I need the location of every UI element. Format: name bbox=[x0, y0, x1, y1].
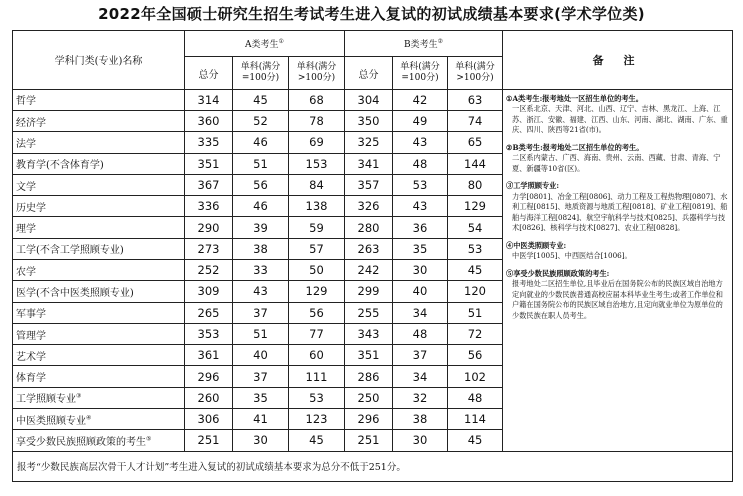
note-item bbox=[506, 94, 729, 136]
a-total-score: 252 bbox=[185, 260, 233, 281]
a-single-low-score: 52 bbox=[233, 111, 289, 132]
a-single-low-score: 51 bbox=[233, 153, 289, 174]
subject-name: 理学 bbox=[13, 217, 185, 238]
b-single-high-score: 120 bbox=[448, 281, 503, 302]
b-single-high-score: 65 bbox=[448, 132, 503, 153]
b-single-high-score: 45 bbox=[448, 430, 503, 451]
score-requirements-table bbox=[12, 30, 733, 482]
a-single-high-score: 60 bbox=[289, 345, 345, 366]
b-single-high-score: 144 bbox=[448, 153, 503, 174]
b-total-score: 304 bbox=[345, 89, 393, 110]
b-single-low-score: 40 bbox=[393, 281, 448, 302]
b-single-low-score: 36 bbox=[393, 217, 448, 238]
note-title: ④中医类照顾专业: bbox=[506, 240, 567, 250]
footer-note: 报考“少数民族高层次骨干人才计划”考生进入复试的初试成绩基本要求为总分不低于251分。 bbox=[13, 451, 733, 481]
subject-name: 教育学(不含体育学) bbox=[13, 153, 185, 174]
a-single-low-score: 33 bbox=[233, 260, 289, 281]
a-total-header: 总分 bbox=[185, 57, 233, 89]
a-single-high-score: 57 bbox=[289, 238, 345, 259]
a-single-low-score: 35 bbox=[233, 387, 289, 408]
b-total-score: 325 bbox=[345, 132, 393, 153]
subject-name: 艺术学 bbox=[13, 345, 185, 366]
note-title: ①A类考生:报考地处一区招生单位的考生。 bbox=[506, 93, 643, 103]
b-single-low-score: 53 bbox=[393, 174, 448, 195]
remarks-notes bbox=[503, 89, 733, 451]
note-title: ②B类考生:报考地处二区招生单位的考生。 bbox=[506, 142, 644, 152]
note-title: ③工学照顾专业: bbox=[506, 181, 559, 191]
b-total-score: 299 bbox=[345, 281, 393, 302]
subject-name: 享受少数民族照顾政策的考生⑤ bbox=[13, 430, 185, 451]
note-body: 二区系内蒙古、广西、海南、贵州、云南、西藏、甘肃、青海、宁夏、新疆等10省(区)。 bbox=[512, 153, 721, 173]
a-single-high-score: 77 bbox=[289, 323, 345, 344]
note-body: 一区系北京、天津、河北、山西、辽宁、吉林、黑龙江、上海、江苏、浙江、安徽、福建、江西、山东、河南、湖北、湖南、广东、重庆、四川、陕西等21省(市)。 bbox=[512, 104, 728, 135]
a-single-high-score: 138 bbox=[289, 196, 345, 217]
b-single-high-score: 129 bbox=[448, 196, 503, 217]
a-single-high-score: 123 bbox=[289, 408, 345, 429]
a-single-low-score: 43 bbox=[233, 281, 289, 302]
note-item bbox=[506, 181, 729, 234]
a-total-score: 260 bbox=[185, 387, 233, 408]
b-total-score: 250 bbox=[345, 387, 393, 408]
a-total-score: 296 bbox=[185, 366, 233, 387]
a-single-low-score: 30 bbox=[233, 430, 289, 451]
b-single-high-header: 单科(满分>100分) bbox=[448, 57, 503, 89]
a-total-score: 309 bbox=[185, 281, 233, 302]
b-total-score: 280 bbox=[345, 217, 393, 238]
b-single-low-header: 单科(满分=100分) bbox=[393, 57, 448, 89]
remarks-header: 备 注 bbox=[503, 31, 733, 90]
b-total-score: 343 bbox=[345, 323, 393, 344]
a-single-low-score: 56 bbox=[233, 174, 289, 195]
subject-name: 文学 bbox=[13, 174, 185, 195]
subject-name: 体育学 bbox=[13, 366, 185, 387]
b-single-high-score: 51 bbox=[448, 302, 503, 323]
b-single-low-score: 35 bbox=[393, 238, 448, 259]
b-single-high-score: 53 bbox=[448, 238, 503, 259]
b-single-high-score: 63 bbox=[448, 89, 503, 110]
note-body: 中医学[1005]、中西医结合[1006]。 bbox=[512, 251, 632, 261]
note-title: ⑤享受少数民族照顾政策的考生: bbox=[506, 268, 610, 278]
b-total-score: 263 bbox=[345, 238, 393, 259]
b-total-score: 357 bbox=[345, 174, 393, 195]
b-single-low-score: 38 bbox=[393, 408, 448, 429]
subject-name: 医学(不含中医类照顾专业) bbox=[13, 281, 185, 302]
a-single-low-score: 38 bbox=[233, 238, 289, 259]
note-body: 报考地处二区招生单位,且毕业后在国务院公布的民族区域自治地方定向就业的少数民族普通高校应届本科毕业生考生;或者工作单位和户籍在国务院公布的民族区域自治地方,且定向就业单位为原单位的少数民族在职人员考生。 bbox=[512, 279, 723, 320]
a-single-high-score: 53 bbox=[289, 387, 345, 408]
a-single-low-score: 37 bbox=[233, 366, 289, 387]
a-total-score: 351 bbox=[185, 153, 233, 174]
a-total-score: 353 bbox=[185, 323, 233, 344]
b-single-high-score: 102 bbox=[448, 366, 503, 387]
group-a-header: A类考生① bbox=[185, 31, 345, 57]
a-single-high-header: 单科(满分>100分) bbox=[289, 57, 345, 89]
subject-name: 中医类照顾专业④ bbox=[13, 408, 185, 429]
a-total-score: 336 bbox=[185, 196, 233, 217]
group-b-header: B类考生② bbox=[345, 31, 503, 57]
a-total-score: 361 bbox=[185, 345, 233, 366]
b-total-header: 总分 bbox=[345, 57, 393, 89]
page-title: 2022年全国硕士研究生招生考试考生进入复试的初试成绩基本要求(学术学位类) bbox=[98, 5, 645, 23]
b-total-score: 296 bbox=[345, 408, 393, 429]
a-single-low-score: 51 bbox=[233, 323, 289, 344]
subject-name: 工学(不含工学照顾专业) bbox=[13, 238, 185, 259]
a-single-high-score: 69 bbox=[289, 132, 345, 153]
b-total-score: 251 bbox=[345, 430, 393, 451]
a-total-score: 265 bbox=[185, 302, 233, 323]
b-total-score: 255 bbox=[345, 302, 393, 323]
a-total-score: 290 bbox=[185, 217, 233, 238]
note-item bbox=[506, 241, 729, 262]
b-single-high-score: 45 bbox=[448, 260, 503, 281]
a-total-score: 314 bbox=[185, 89, 233, 110]
b-single-low-score: 42 bbox=[393, 89, 448, 110]
b-single-low-score: 30 bbox=[393, 430, 448, 451]
b-total-score: 341 bbox=[345, 153, 393, 174]
note-body: 力学[0801]、冶金工程[0806]、动力工程及工程热物理[0807]、水利工程[0815]、地质资源与地质工程[0818]、矿业工程[0819]、船舶与海洋工程[0824]、航空宇航科学与技术[0825]、兵器科学与技术[0826]、核科学与技术[0827]、农业工程[0828]。 bbox=[512, 191, 728, 233]
a-single-low-score: 39 bbox=[233, 217, 289, 238]
subject-name: 工学照顾专业③ bbox=[13, 387, 185, 408]
b-single-high-score: 48 bbox=[448, 387, 503, 408]
note-item bbox=[506, 269, 729, 322]
b-single-low-score: 43 bbox=[393, 196, 448, 217]
a-total-score: 273 bbox=[185, 238, 233, 259]
subject-name: 管理学 bbox=[13, 323, 185, 344]
a-total-score: 335 bbox=[185, 132, 233, 153]
b-single-high-score: 114 bbox=[448, 408, 503, 429]
subject-name: 法学 bbox=[13, 132, 185, 153]
a-single-high-score: 78 bbox=[289, 111, 345, 132]
a-single-high-score: 84 bbox=[289, 174, 345, 195]
b-single-low-score: 49 bbox=[393, 111, 448, 132]
subject-name: 经济学 bbox=[13, 111, 185, 132]
a-single-high-score: 45 bbox=[289, 430, 345, 451]
b-total-score: 351 bbox=[345, 345, 393, 366]
a-single-high-score: 56 bbox=[289, 302, 345, 323]
b-single-low-score: 32 bbox=[393, 387, 448, 408]
b-total-score: 286 bbox=[345, 366, 393, 387]
b-single-low-score: 34 bbox=[393, 366, 448, 387]
a-total-score: 251 bbox=[185, 430, 233, 451]
b-single-high-score: 54 bbox=[448, 217, 503, 238]
a-single-high-score: 59 bbox=[289, 217, 345, 238]
subject-name: 军事学 bbox=[13, 302, 185, 323]
b-single-low-score: 48 bbox=[393, 323, 448, 344]
a-total-score: 360 bbox=[185, 111, 233, 132]
subject-name: 哲学 bbox=[13, 89, 185, 110]
subject-name: 历史学 bbox=[13, 196, 185, 217]
subject-column-header: 学科门类(专业)名称 bbox=[13, 31, 185, 90]
a-total-score: 367 bbox=[185, 174, 233, 195]
footer-row bbox=[13, 451, 733, 481]
b-single-low-score: 43 bbox=[393, 132, 448, 153]
subject-name: 农学 bbox=[13, 260, 185, 281]
b-total-score: 326 bbox=[345, 196, 393, 217]
a-single-high-score: 153 bbox=[289, 153, 345, 174]
b-single-high-score: 74 bbox=[448, 111, 503, 132]
a-single-low-score: 40 bbox=[233, 345, 289, 366]
a-single-low-header: 单科(满分=100分) bbox=[233, 57, 289, 89]
b-single-low-score: 48 bbox=[393, 153, 448, 174]
b-total-score: 350 bbox=[345, 111, 393, 132]
b-single-high-score: 80 bbox=[448, 174, 503, 195]
a-single-high-score: 68 bbox=[289, 89, 345, 110]
b-single-low-score: 30 bbox=[393, 260, 448, 281]
a-total-score: 306 bbox=[185, 408, 233, 429]
note-item bbox=[506, 143, 729, 175]
b-single-high-score: 56 bbox=[448, 345, 503, 366]
a-single-high-score: 129 bbox=[289, 281, 345, 302]
b-single-low-score: 37 bbox=[393, 345, 448, 366]
a-single-high-score: 50 bbox=[289, 260, 345, 281]
b-single-high-score: 72 bbox=[448, 323, 503, 344]
a-single-low-score: 46 bbox=[233, 196, 289, 217]
a-single-low-score: 37 bbox=[233, 302, 289, 323]
a-single-low-score: 45 bbox=[233, 89, 289, 110]
b-total-score: 242 bbox=[345, 260, 393, 281]
a-single-low-score: 46 bbox=[233, 132, 289, 153]
table-row bbox=[13, 89, 733, 110]
b-single-low-score: 34 bbox=[393, 302, 448, 323]
a-single-high-score: 111 bbox=[289, 366, 345, 387]
a-single-low-score: 41 bbox=[233, 408, 289, 429]
header-row-1 bbox=[13, 31, 733, 57]
